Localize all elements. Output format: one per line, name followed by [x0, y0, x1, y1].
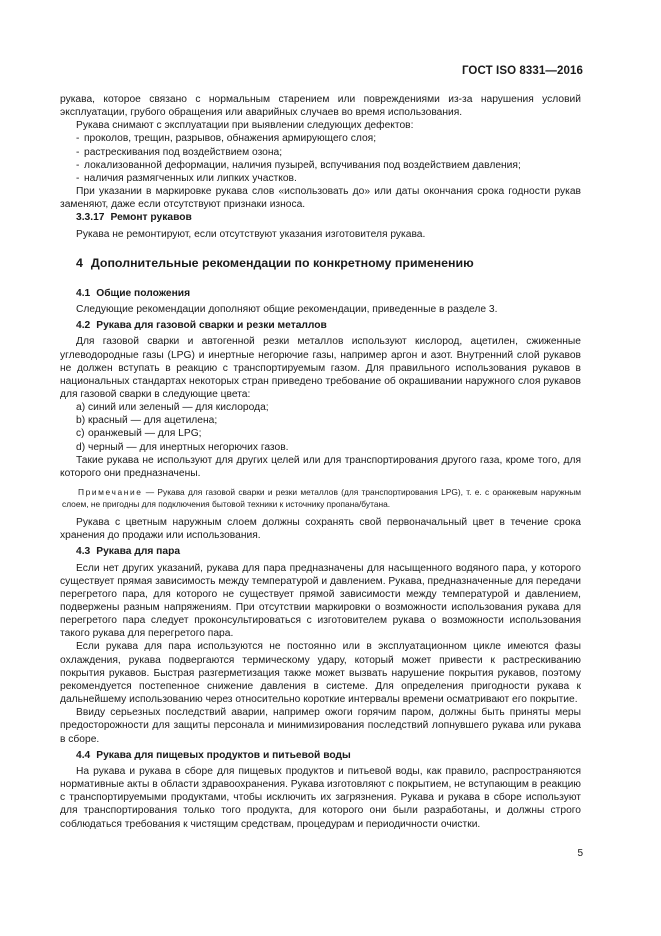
defect-item: - растрескивания под воздействием озона; [76, 146, 283, 158]
clause-4-2-para2: Такие рукава не используют для других целей или для транспортирования другого газа, кроме того, для которого они предназначены. [60, 454, 581, 479]
page-number: 5 [577, 848, 583, 859]
clause-4-2-para3: Рукава с цветным наружным слоем должны сохранять свой первоначальный цвет в течение срока хранения до продажи или использования. [60, 517, 581, 542]
intro-continuation: рукава, которое связано с нормальным старением или повреждениями из-за нарушения условий эксплуатации, грубого обращения или аварийных случаев во время использования. [60, 94, 581, 119]
color-item: d) черный — для инертных негорючих газов. [76, 441, 289, 453]
defect-item: - проколов, трещин, разрывов, обнажения армирующего слоя; [76, 133, 377, 145]
clause-4-2-para1: Для газовой сварки и автогенной резки металлов используют кислород, ацетилен, сжиженные углеводородные газы (LPG) и инертные негорючие газы, например аргон и азот. Внутренний слой рукавов не должен вступать в реакцию с транспортируемым газом. Для правильного использования рукавов в национальных стандартах некоторых стран приведено требование об окрашивании наружного слоя рукавов для газовой сварки в следующие цвета: [60, 336, 581, 400]
clause-4-1-heading: 4.1 Общие положения [76, 287, 191, 299]
clause-4-4-heading: 4.4 Рукава для пищевых продуктов и питьевой воды [76, 749, 351, 761]
clause-4-3-para1: Если нет других указаний, рукава для пара предназначены для насыщенного водяного пара, у которого существует прямая зависимость между температурой и давлением. Рукава, предназначенные для передачи перегретого пара, для которого не существует прямой зависимости между температурой и давлением, подвержены разным напряжениям. При отсутствии маркировки о возможности использования рукава для перегретого пара следует проконсультироваться с изготовителем рукава о возможности использования такого рукава для перегретого пара. [60, 562, 581, 640]
clause-4-2-heading: 4.2 Рукава для газовой сварки и резки металлов [76, 320, 327, 332]
color-item: b) красный — для ацетилена; [76, 415, 218, 427]
use-by-note: При указании в маркировке рукава слов «использовать до» или даты окончания срока годности рукав заменяют, даже если отсутствуют признаки износа. [60, 186, 581, 211]
removal-lead: Рукава снимают с эксплуатации при выявлении следующих дефектов: [76, 120, 414, 132]
color-item: a) синий или зеленый — для кислорода; [76, 402, 269, 414]
clause-4-3-para2: Если рукава для пара используются не постоянно или в эксплуатационном цикле имеются фазы охлаждения, рукава подвергаются термическому удару, который может привести к растрескиванию покрытия рукавов. Быстрая разгерметизация также может вызвать нарушение покрытия рукавов, поэтому рекомендуется постепенное снижение давления в системе. Для определения пригодности рукава к дальнейшему использованию через относительно короткие интервалы времени осматривают его покрытие. [60, 641, 581, 706]
clause-3-3-17-heading: 3.3.17 Ремонт рукавов [76, 212, 192, 224]
gas-hose-note: Примечание — Рукава для газовой сварки и резки металлов (для транспортирования LPG), т. е. с оранжевым наружным слоем, не пригодны для подключения бытовой техники к источнику пропана/бутана. [62, 487, 581, 510]
defect-item: - локализованной деформации, наличия пузырей, вспучивания под воздействием давления; [76, 159, 521, 171]
color-item: c) оранжевый — для LPG; [76, 428, 202, 440]
defects-list [60, 132, 581, 185]
clause-4-1-text: Следующие рекомендации дополняют общие рекомендации, приведенные в разделе 3. [76, 304, 498, 316]
defect-item: - наличия размягченных или липких участков. [76, 172, 297, 184]
clause-3-3-17-text: Рукава не ремонтируют, если отсутствуют указания изготовителя рукава. [76, 228, 426, 240]
clause-4-3-heading: 4.3 Рукава для пара [76, 546, 181, 558]
page-body [60, 93, 581, 831]
clause-4-3-para3: Ввиду серьезных последствий аварии, например ожоги горячим паром, должны быть приняты меры предосторожности для защиты персонала и минимизирования последствий лопнувшего рукава или рукава в сборе. [60, 707, 581, 745]
color-list [60, 401, 581, 454]
clause-4-4-para1: На рукава и рукава в сборе для пищевых продуктов и питьевой воды, как правило, распространяются нормативные акты в области здравоохранения. Рукава изготовляют с покрытием, не вступающим в реакцию с транспортируемыми продуктами, чтобы исключить их загрязнения. Рукава и рукава в сборе используют для транспортирования только того продукта, для которого они были разработаны, и должны строго соблюдаться требования к чистящим средствам, процедурам и периодичности очистки. [60, 765, 581, 830]
section-4-heading: 4 Дополнительные рекомендации по конкретному применению [76, 255, 474, 270]
standard-code: ГОСТ ISO 8331—2016 [461, 65, 583, 77]
